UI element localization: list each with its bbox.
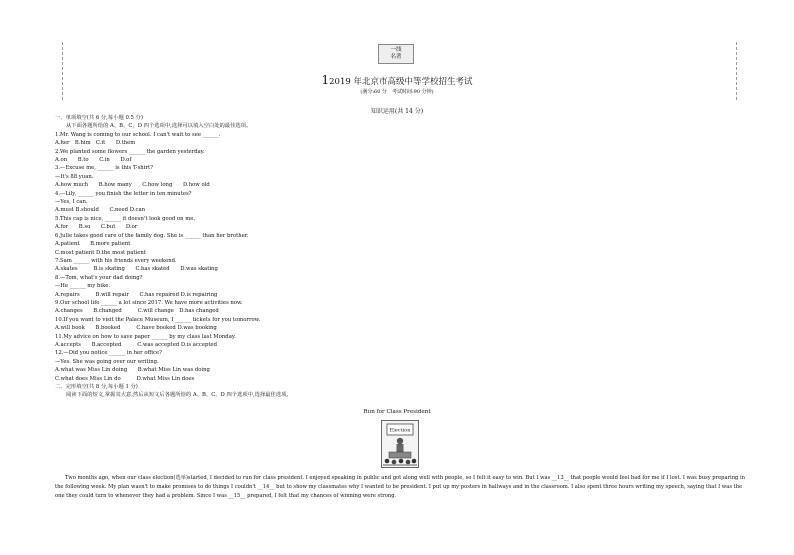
passage-title: Run for Class President [363,409,431,415]
options: A.on B.to C.in D.of [55,157,132,164]
options: A.patient B.more patient [55,241,131,248]
badge-line-2: 名著 [390,54,402,60]
question: 11.My advice on how to save paper ______ by my class last Monday. [55,333,236,340]
options: A.will book B.booked C.have booked D.was booking [55,325,217,332]
question: 12.—Did you notice ______ in her office? [55,350,162,357]
options: A.repairs B.will repair C.has repaired D.is repairing [55,291,218,298]
question-line: —Yes. She was going over our writing. [55,358,159,365]
page-title [0,73,794,87]
options: A.for B.so C.but D.or [55,224,138,231]
question: 2.We planted some flowers ______ the garden yesterday. [55,148,205,155]
board-text: Election [389,427,411,434]
question: 3.—Excuse me, ______ is this T-shirt? [55,165,153,172]
section-heading: 一、单项填空(共 6 分,每小题 0.5 分) [55,115,143,121]
question: 5.This cap is nice, ______ it doesn't look good on me. [55,215,196,222]
section-heading: 二、完形填空(共 8 分,每小题 1 分) [55,384,138,390]
question: 9.Our school life ______ a lot since 2017. We have more activities now. [55,299,243,306]
question-line: —It's 88 yuan. [55,173,94,180]
instruction: 从下面各题所给的 A、B、C、D 四个选项中,选择可以填入空白处的最佳选项。 [66,123,252,130]
section-title: 知识运用(共 14 分) [370,108,424,115]
question-list [55,114,755,400]
options: C.most patient D.the most patient [55,249,146,256]
title-text: 2019 年北京市高级中等学校招生考试 [329,77,473,87]
question: 10.If you want to visit the Palace Museum, I ______ tickets for you tomorrow. [55,316,261,323]
question: 4.—Lily, ______ you finish the letter in ten minutes? [55,190,192,197]
options: C.what does Miss Lin do D.what Miss Lin does [55,375,195,382]
question-line: —He ______ my bike. [55,283,111,290]
passage-paragraph: Two months ago, when our class election(选举)started, I decided to run for class president. I enjoyed speaking in public and got along well with people, so I felt it easy to win. But I was __13__ that people would feel bad for me if I lost. I was busy preparing in the following week. My plan wasn't to make promises to do things I couldn't __14__ but to show my classmates why I wanted to be president. I put up my posters in hallways and in the classroom. I also spent three hours writing my speech, saying that I was the one they could turn to whenever they had a problem. Since I was __15__ prepared, I felt that my chances of winning were strong. [55,475,746,499]
options: A.must B.should C.need D.can [55,207,146,214]
options: A.how much B.how many C.how long D.how old [55,182,210,189]
badge-line-1: 一线 [390,47,402,53]
election-illustration [381,420,419,468]
question-line: —Yes, I can. [55,199,88,206]
options: A.accepts B.accepted C.was accepted D.is accepted [55,341,218,348]
options: A.changes B.changed C.will change D.has changed [55,308,219,315]
options: A.skates B.is skating C.has skated D.was skating [55,266,218,273]
options: A.what was Miss Lin doing B.what Miss Lin was doing [55,367,210,374]
title-number: 1 [321,73,330,87]
instruction: 阅读下面的短文,掌握其大意,然后从短文后各题所给的 A、B、C、D 四个选项中,选择最佳选项。 [66,392,292,399]
question: 6.Julie takes good care of the family dog. She is ______ than her brother. [55,232,249,239]
question: 8.—Tom, what's your dad doing? [55,274,143,281]
options: A.her B.him C.it D.them [55,140,136,147]
question: 1.Mr. Wang is coming to our school. I can't wait to see ______. [55,131,221,138]
question: 7.Sam ______ with his friends every weekend. [55,257,177,264]
page-subtitle: (满分:60 分 考试时间:90 分钟) [360,89,434,95]
header-badge [378,44,414,64]
